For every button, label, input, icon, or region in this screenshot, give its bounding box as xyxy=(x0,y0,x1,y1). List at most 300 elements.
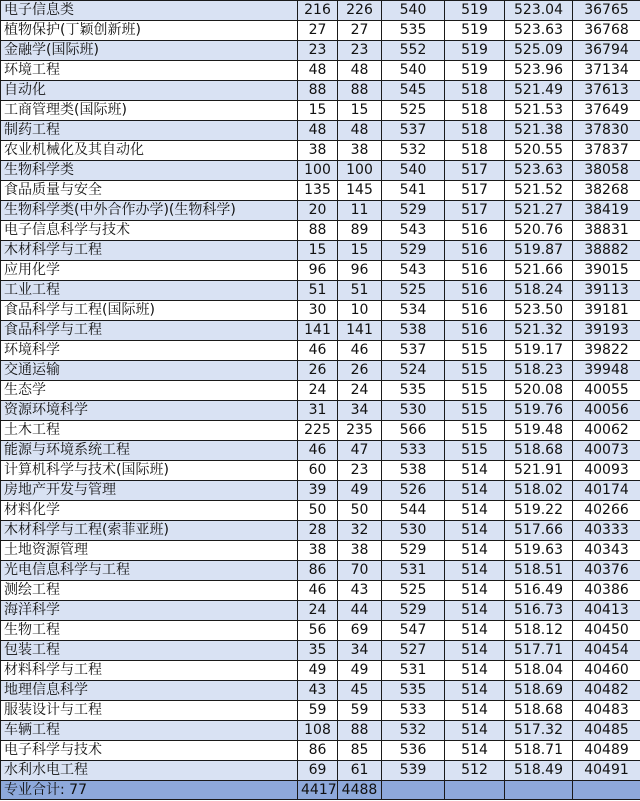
min-rank-cell: 40485 xyxy=(573,721,640,741)
total-label-cell: 专业合计: 77 xyxy=(1,781,298,800)
major-name-cell: 工业工程 xyxy=(1,281,298,301)
min-score-cell: 516 xyxy=(445,221,505,241)
total-empty-cell xyxy=(445,781,505,800)
enrolled-count-cell: 96 xyxy=(338,261,382,281)
table-row xyxy=(1,701,640,721)
table-row xyxy=(1,541,640,561)
plan-count-cell: 24 xyxy=(298,601,338,621)
table-row xyxy=(1,21,640,41)
table-row xyxy=(1,121,640,141)
min-score-cell: 518 xyxy=(445,141,505,161)
avg-score-cell: 519.87 xyxy=(505,241,573,261)
max-score-cell: 524 xyxy=(382,361,445,381)
min-score-cell: 515 xyxy=(445,361,505,381)
max-score-cell: 537 xyxy=(382,341,445,361)
major-name-cell: 资源环境科学 xyxy=(1,401,298,421)
total-empty-cell xyxy=(505,781,573,800)
table-row xyxy=(1,441,640,461)
max-score-cell: 543 xyxy=(382,261,445,281)
avg-score-cell: 523.63 xyxy=(505,161,573,181)
plan-count-cell: 96 xyxy=(298,261,338,281)
min-score-cell: 516 xyxy=(445,321,505,341)
plan-count-cell: 15 xyxy=(298,101,338,121)
table-row xyxy=(1,621,640,641)
min-score-cell: 514 xyxy=(445,601,505,621)
max-score-cell: 540 xyxy=(382,61,445,81)
max-score-cell: 530 xyxy=(382,401,445,421)
min-score-cell: 515 xyxy=(445,381,505,401)
avg-score-cell: 523.96 xyxy=(505,61,573,81)
plan-count-cell: 48 xyxy=(298,121,338,141)
major-name-cell: 材料化学 xyxy=(1,501,298,521)
min-rank-cell: 38882 xyxy=(573,241,640,261)
enrolled-count-cell: 51 xyxy=(338,281,382,301)
avg-score-cell: 517.71 xyxy=(505,641,573,661)
min-score-cell: 518 xyxy=(445,81,505,101)
avg-score-cell: 518.04 xyxy=(505,661,573,681)
table-row xyxy=(1,761,640,781)
min-rank-cell: 40174 xyxy=(573,481,640,501)
table-row xyxy=(1,321,640,341)
table-row xyxy=(1,641,640,661)
min-rank-cell: 38268 xyxy=(573,181,640,201)
table-row xyxy=(1,141,640,161)
min-rank-cell: 37134 xyxy=(573,61,640,81)
table-row xyxy=(1,61,640,81)
plan-count-cell: 38 xyxy=(298,541,338,561)
major-name-cell: 电子科学与技术 xyxy=(1,741,298,761)
table-row xyxy=(1,481,640,501)
max-score-cell: 533 xyxy=(382,701,445,721)
table-row xyxy=(1,281,640,301)
min-score-cell: 517 xyxy=(445,161,505,181)
min-score-cell: 514 xyxy=(445,581,505,601)
table-row xyxy=(1,661,640,681)
plan-count-cell: 23 xyxy=(298,41,338,61)
major-name-cell: 材料科学与工程 xyxy=(1,661,298,681)
enrolled-count-cell: 46 xyxy=(338,341,382,361)
table-row xyxy=(1,181,640,201)
min-rank-cell: 40073 xyxy=(573,441,640,461)
plan-count-cell: 100 xyxy=(298,161,338,181)
max-score-cell: 525 xyxy=(382,281,445,301)
enrolled-count-cell: 38 xyxy=(338,541,382,561)
enrolled-count-cell: 88 xyxy=(338,81,382,101)
max-score-cell: 541 xyxy=(382,181,445,201)
avg-score-cell: 519.48 xyxy=(505,421,573,441)
major-name-cell: 生态学 xyxy=(1,381,298,401)
avg-score-cell: 521.53 xyxy=(505,101,573,121)
min-rank-cell: 40482 xyxy=(573,681,640,701)
avg-score-cell: 520.55 xyxy=(505,141,573,161)
table-row xyxy=(1,81,640,101)
plan-count-cell: 24 xyxy=(298,381,338,401)
min-score-cell: 516 xyxy=(445,241,505,261)
avg-score-cell: 516.49 xyxy=(505,581,573,601)
min-rank-cell: 40491 xyxy=(573,761,640,781)
table-row xyxy=(1,361,640,381)
major-name-cell: 环境科学 xyxy=(1,341,298,361)
major-name-cell: 木材科学与工程(索菲亚班) xyxy=(1,521,298,541)
min-rank-cell: 36765 xyxy=(573,1,640,21)
min-rank-cell: 39113 xyxy=(573,281,640,301)
plan-count-cell: 31 xyxy=(298,401,338,421)
max-score-cell: 532 xyxy=(382,141,445,161)
max-score-cell: 552 xyxy=(382,41,445,61)
min-score-cell: 514 xyxy=(445,541,505,561)
table-row xyxy=(1,581,640,601)
min-score-cell: 514 xyxy=(445,521,505,541)
min-score-cell: 515 xyxy=(445,401,505,421)
major-name-cell: 测绘工程 xyxy=(1,581,298,601)
enrolled-count-cell: 10 xyxy=(338,301,382,321)
enrolled-count-cell: 23 xyxy=(338,461,382,481)
major-name-cell: 水利水电工程 xyxy=(1,761,298,781)
plan-count-cell: 86 xyxy=(298,741,338,761)
plan-count-cell: 108 xyxy=(298,721,338,741)
min-score-cell: 514 xyxy=(445,721,505,741)
table-row xyxy=(1,561,640,581)
plan-count-cell: 26 xyxy=(298,361,338,381)
major-name-cell: 房地产开发与管理 xyxy=(1,481,298,501)
major-name-cell: 电子信息类 xyxy=(1,1,298,21)
min-score-cell: 514 xyxy=(445,461,505,481)
plan-count-cell: 225 xyxy=(298,421,338,441)
max-score-cell: 534 xyxy=(382,301,445,321)
major-name-cell: 生物科学类 xyxy=(1,161,298,181)
table-row xyxy=(1,301,640,321)
enrolled-count-cell: 45 xyxy=(338,681,382,701)
enrolled-count-cell: 89 xyxy=(338,221,382,241)
table-row xyxy=(1,241,640,261)
table-row xyxy=(1,741,640,761)
plan-count-cell: 27 xyxy=(298,21,338,41)
min-rank-cell: 39015 xyxy=(573,261,640,281)
major-name-cell: 交通运输 xyxy=(1,361,298,381)
enrolled-count-cell: 49 xyxy=(338,481,382,501)
major-name-cell: 海洋科学 xyxy=(1,601,298,621)
min-score-cell: 514 xyxy=(445,681,505,701)
plan-count-cell: 46 xyxy=(298,441,338,461)
min-rank-cell: 40062 xyxy=(573,421,640,441)
min-rank-cell: 37830 xyxy=(573,121,640,141)
min-score-cell: 519 xyxy=(445,1,505,21)
enrolled-count-cell: 61 xyxy=(338,761,382,781)
min-score-cell: 519 xyxy=(445,21,505,41)
max-score-cell: 536 xyxy=(382,741,445,761)
plan-count-cell: 59 xyxy=(298,701,338,721)
min-score-cell: 514 xyxy=(445,501,505,521)
avg-score-cell: 519.63 xyxy=(505,541,573,561)
avg-score-cell: 525.09 xyxy=(505,41,573,61)
avg-score-cell: 516.73 xyxy=(505,601,573,621)
table-row xyxy=(1,1,640,21)
enrolled-count-cell: 85 xyxy=(338,741,382,761)
plan-count-cell: 50 xyxy=(298,501,338,521)
min-score-cell: 514 xyxy=(445,741,505,761)
avg-score-cell: 519.17 xyxy=(505,341,573,361)
avg-score-cell: 518.69 xyxy=(505,681,573,701)
min-score-cell: 512 xyxy=(445,761,505,781)
max-score-cell: 531 xyxy=(382,561,445,581)
min-score-cell: 518 xyxy=(445,101,505,121)
max-score-cell: 543 xyxy=(382,221,445,241)
min-score-cell: 516 xyxy=(445,301,505,321)
enrolled-count-cell: 141 xyxy=(338,321,382,341)
max-score-cell: 529 xyxy=(382,201,445,221)
enrolled-count-cell: 88 xyxy=(338,721,382,741)
min-score-cell: 515 xyxy=(445,341,505,361)
plan-count-cell: 60 xyxy=(298,461,338,481)
max-score-cell: 527 xyxy=(382,641,445,661)
table-row xyxy=(1,381,640,401)
min-rank-cell: 37613 xyxy=(573,81,640,101)
plan-count-cell: 86 xyxy=(298,561,338,581)
table-row xyxy=(1,421,640,441)
enrolled-count-cell: 48 xyxy=(338,61,382,81)
min-rank-cell: 40489 xyxy=(573,741,640,761)
table-row xyxy=(1,221,640,241)
min-rank-cell: 39948 xyxy=(573,361,640,381)
enrolled-count-cell: 50 xyxy=(338,501,382,521)
min-rank-cell: 40055 xyxy=(573,381,640,401)
major-name-cell: 金融学(国际班) xyxy=(1,41,298,61)
major-name-cell: 木材科学与工程 xyxy=(1,241,298,261)
major-name-cell: 包装工程 xyxy=(1,641,298,661)
max-score-cell: 535 xyxy=(382,21,445,41)
avg-score-cell: 523.63 xyxy=(505,21,573,41)
max-score-cell: 535 xyxy=(382,681,445,701)
table-row xyxy=(1,501,640,521)
min-score-cell: 514 xyxy=(445,701,505,721)
enrolled-count-cell: 145 xyxy=(338,181,382,201)
avg-score-cell: 518.23 xyxy=(505,361,573,381)
avg-score-cell: 520.76 xyxy=(505,221,573,241)
major-name-cell: 能源与环境系统工程 xyxy=(1,441,298,461)
avg-score-cell: 518.71 xyxy=(505,741,573,761)
avg-score-cell: 518.51 xyxy=(505,561,573,581)
min-score-cell: 514 xyxy=(445,561,505,581)
max-score-cell: 529 xyxy=(382,541,445,561)
total-plan-cell: 4417 xyxy=(298,781,338,800)
avg-score-cell: 518.68 xyxy=(505,441,573,461)
major-name-cell: 车辆工程 xyxy=(1,721,298,741)
plan-count-cell: 69 xyxy=(298,761,338,781)
min-score-cell: 516 xyxy=(445,281,505,301)
plan-count-cell: 135 xyxy=(298,181,338,201)
max-score-cell: 547 xyxy=(382,621,445,641)
avg-score-cell: 518.02 xyxy=(505,481,573,501)
avg-score-cell: 521.91 xyxy=(505,461,573,481)
plan-count-cell: 48 xyxy=(298,61,338,81)
avg-score-cell: 519.22 xyxy=(505,501,573,521)
avg-score-cell: 521.38 xyxy=(505,121,573,141)
max-score-cell: 566 xyxy=(382,421,445,441)
enrolled-count-cell: 24 xyxy=(338,381,382,401)
max-score-cell: 540 xyxy=(382,161,445,181)
avg-score-cell: 521.52 xyxy=(505,181,573,201)
major-name-cell: 生物工程 xyxy=(1,621,298,641)
max-score-cell: 538 xyxy=(382,461,445,481)
avg-score-cell: 518.49 xyxy=(505,761,573,781)
table-row xyxy=(1,101,640,121)
plan-count-cell: 35 xyxy=(298,641,338,661)
min-score-cell: 518 xyxy=(445,121,505,141)
max-score-cell: 529 xyxy=(382,241,445,261)
min-rank-cell: 40450 xyxy=(573,621,640,641)
min-score-cell: 515 xyxy=(445,441,505,461)
avg-score-cell: 518.24 xyxy=(505,281,573,301)
enrolled-count-cell: 32 xyxy=(338,521,382,541)
table-body xyxy=(1,1,640,800)
total-row xyxy=(1,781,640,800)
min-rank-cell: 38419 xyxy=(573,201,640,221)
avg-score-cell: 523.50 xyxy=(505,301,573,321)
min-rank-cell: 40483 xyxy=(573,701,640,721)
major-name-cell: 应用化学 xyxy=(1,261,298,281)
min-rank-cell: 40093 xyxy=(573,461,640,481)
avg-score-cell: 517.32 xyxy=(505,721,573,741)
enrolled-count-cell: 226 xyxy=(338,1,382,21)
major-name-cell: 光电信息科学与工程 xyxy=(1,561,298,581)
major-name-cell: 地理信息科学 xyxy=(1,681,298,701)
min-score-cell: 514 xyxy=(445,621,505,641)
min-score-cell: 519 xyxy=(445,61,505,81)
max-score-cell: 532 xyxy=(382,721,445,741)
min-score-cell: 514 xyxy=(445,481,505,501)
plan-count-cell: 15 xyxy=(298,241,338,261)
enrolled-count-cell: 48 xyxy=(338,121,382,141)
max-score-cell: 544 xyxy=(382,501,445,521)
avg-score-cell: 521.27 xyxy=(505,201,573,221)
major-name-cell: 制药工程 xyxy=(1,121,298,141)
plan-count-cell: 38 xyxy=(298,141,338,161)
major-name-cell: 土地资源管理 xyxy=(1,541,298,561)
enrolled-count-cell: 47 xyxy=(338,441,382,461)
table-row xyxy=(1,161,640,181)
major-name-cell: 食品质量与安全 xyxy=(1,181,298,201)
min-rank-cell: 39822 xyxy=(573,341,640,361)
plan-count-cell: 141 xyxy=(298,321,338,341)
max-score-cell: 537 xyxy=(382,121,445,141)
table-row xyxy=(1,681,640,701)
enrolled-count-cell: 235 xyxy=(338,421,382,441)
enrolled-count-cell: 34 xyxy=(338,641,382,661)
min-rank-cell: 40460 xyxy=(573,661,640,681)
major-name-cell: 环境工程 xyxy=(1,61,298,81)
major-name-cell: 自动化 xyxy=(1,81,298,101)
enrolled-count-cell: 70 xyxy=(338,561,382,581)
avg-score-cell: 518.12 xyxy=(505,621,573,641)
plan-count-cell: 46 xyxy=(298,341,338,361)
avg-score-cell: 518.68 xyxy=(505,701,573,721)
max-score-cell: 535 xyxy=(382,381,445,401)
avg-score-cell: 521.49 xyxy=(505,81,573,101)
min-rank-cell: 36794 xyxy=(573,41,640,61)
min-rank-cell: 40333 xyxy=(573,521,640,541)
min-rank-cell: 39193 xyxy=(573,321,640,341)
min-rank-cell: 38058 xyxy=(573,161,640,181)
min-rank-cell: 40056 xyxy=(573,401,640,421)
enrolled-count-cell: 49 xyxy=(338,661,382,681)
min-score-cell: 516 xyxy=(445,261,505,281)
plan-count-cell: 46 xyxy=(298,581,338,601)
major-name-cell: 土木工程 xyxy=(1,421,298,441)
plan-count-cell: 20 xyxy=(298,201,338,221)
avg-score-cell: 517.66 xyxy=(505,521,573,541)
avg-score-cell: 521.32 xyxy=(505,321,573,341)
enrolled-count-cell: 38 xyxy=(338,141,382,161)
table-row xyxy=(1,341,640,361)
max-score-cell: 540 xyxy=(382,1,445,21)
enrolled-count-cell: 11 xyxy=(338,201,382,221)
max-score-cell: 533 xyxy=(382,441,445,461)
table-row xyxy=(1,41,640,61)
table-row xyxy=(1,521,640,541)
major-name-cell: 工商管理类(国际班) xyxy=(1,101,298,121)
min-score-cell: 514 xyxy=(445,641,505,661)
min-rank-cell: 37837 xyxy=(573,141,640,161)
plan-count-cell: 39 xyxy=(298,481,338,501)
max-score-cell: 525 xyxy=(382,101,445,121)
total-empty-cell xyxy=(573,781,640,800)
max-score-cell: 525 xyxy=(382,581,445,601)
plan-count-cell: 56 xyxy=(298,621,338,641)
min-rank-cell: 40454 xyxy=(573,641,640,661)
major-name-cell: 食品科学与工程 xyxy=(1,321,298,341)
plan-count-cell: 88 xyxy=(298,221,338,241)
table-row xyxy=(1,461,640,481)
min-rank-cell: 37649 xyxy=(573,101,640,121)
min-rank-cell: 38831 xyxy=(573,221,640,241)
max-score-cell: 531 xyxy=(382,661,445,681)
enrolled-count-cell: 34 xyxy=(338,401,382,421)
table-row xyxy=(1,601,640,621)
min-score-cell: 517 xyxy=(445,201,505,221)
major-name-cell: 农业机械化及其自动化 xyxy=(1,141,298,161)
plan-count-cell: 51 xyxy=(298,281,338,301)
table-row xyxy=(1,201,640,221)
total-empty-cell xyxy=(382,781,445,800)
enrolled-count-cell: 26 xyxy=(338,361,382,381)
plan-count-cell: 30 xyxy=(298,301,338,321)
major-name-cell: 生物科学类(中外合作办学)(生物科学) xyxy=(1,201,298,221)
major-name-cell: 植物保护(丁颖创新班) xyxy=(1,21,298,41)
enrolled-count-cell: 69 xyxy=(338,621,382,641)
plan-count-cell: 216 xyxy=(298,1,338,21)
enrolled-count-cell: 44 xyxy=(338,601,382,621)
max-score-cell: 526 xyxy=(382,481,445,501)
major-name-cell: 食品科学与工程(国际班) xyxy=(1,301,298,321)
plan-count-cell: 28 xyxy=(298,521,338,541)
min-score-cell: 515 xyxy=(445,421,505,441)
min-score-cell: 517 xyxy=(445,181,505,201)
table-row xyxy=(1,721,640,741)
max-score-cell: 539 xyxy=(382,761,445,781)
max-score-cell: 530 xyxy=(382,521,445,541)
avg-score-cell: 520.08 xyxy=(505,381,573,401)
min-rank-cell: 40376 xyxy=(573,561,640,581)
min-rank-cell: 40386 xyxy=(573,581,640,601)
table-row xyxy=(1,401,640,421)
enrolled-count-cell: 43 xyxy=(338,581,382,601)
plan-count-cell: 88 xyxy=(298,81,338,101)
avg-score-cell: 523.04 xyxy=(505,1,573,21)
max-score-cell: 529 xyxy=(382,601,445,621)
min-rank-cell: 39181 xyxy=(573,301,640,321)
avg-score-cell: 519.76 xyxy=(505,401,573,421)
min-rank-cell: 36768 xyxy=(573,21,640,41)
